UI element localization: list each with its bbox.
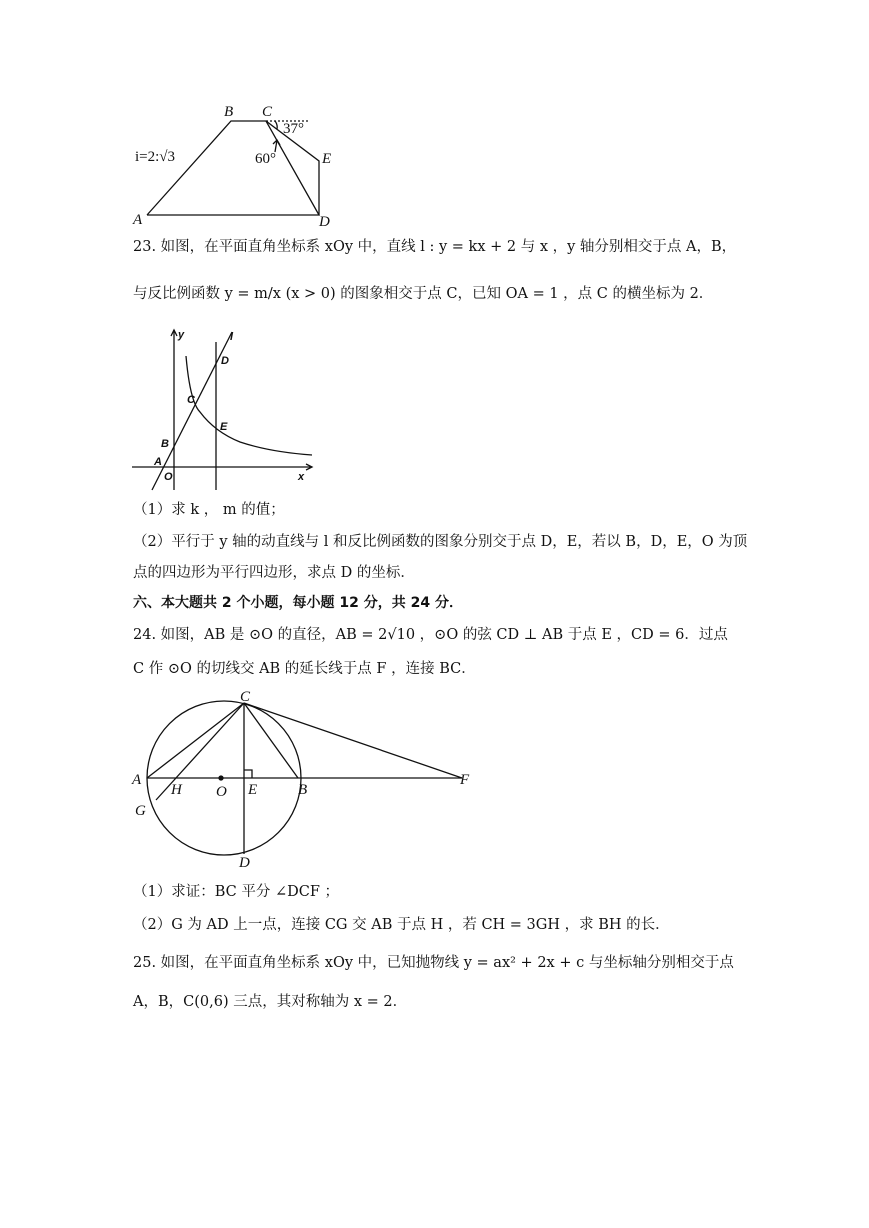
- slope-label: i=2:√3: [135, 149, 176, 165]
- label-y: y: [178, 329, 185, 341]
- label-C: C: [187, 394, 195, 406]
- coordinate-graph: [130, 322, 320, 492]
- q24-line2: C 作 ⊙O 的切线交 AB 的延长线于点 F ，连接 BC．: [133, 661, 476, 677]
- tangent-CF: [244, 703, 462, 778]
- q24-part1: （1）求证：BC 平分 ∠DCF ；: [133, 884, 340, 900]
- center-dot: [219, 776, 223, 780]
- q23-line2: 与反比例函数 y = m/x (x > 0) 的图象相交于点 C，已知 OA = 1 ，点 C 的横坐标为 2．: [133, 286, 714, 302]
- circle-figure: [128, 688, 478, 870]
- angle60-label: 60°: [255, 151, 276, 167]
- label-O: O: [216, 784, 227, 800]
- label-O: O: [164, 471, 173, 483]
- label-D: D: [239, 855, 250, 870]
- label-B: B: [298, 782, 308, 798]
- q24-part2: （2）G 为 AD 上一点，连接 CG 交 AB 于点 H ，若 CH = 3GH ，求 BH 的长．: [133, 917, 670, 933]
- q25-line2: A，B，C(0,6) 三点，其对称轴为 x = 2．: [133, 994, 408, 1010]
- trapezoid-figure: [125, 100, 355, 232]
- q24-line1: 24. 如图，AB 是 ⊙O 的直径，AB = 2√10 ，⊙O 的弦 CD ⊥ AB 于点 E ，CD = 6．过点: [133, 627, 728, 643]
- line-CB: [244, 703, 298, 778]
- label-D: D: [221, 355, 229, 367]
- line-CG: [156, 703, 244, 800]
- label-G: G: [135, 803, 146, 819]
- q25-line1: 25. 如图，在平面直角坐标系 xOy 中，已知抛物线 y = ax² + 2x + c 与坐标轴分别相交于点: [133, 955, 734, 971]
- q23-line1: 23. 如图，在平面直角坐标系 xOy 中，直线 l : y = kx + 2 与 x ，y 轴分别相交于点 A，B，: [133, 239, 737, 255]
- label-C: C: [240, 689, 251, 705]
- line-l: [152, 332, 232, 490]
- label-E: E: [322, 151, 332, 167]
- label-D: D: [319, 214, 330, 230]
- label-B: B: [161, 438, 169, 450]
- label-x: x: [298, 471, 305, 483]
- label-A: A: [132, 772, 142, 788]
- label-H: H: [171, 782, 182, 798]
- right-angle-mark: [244, 770, 252, 778]
- label-l: l: [230, 331, 234, 343]
- label-C: C: [262, 104, 273, 120]
- label-A: A: [133, 212, 143, 228]
- label-E: E: [220, 421, 228, 433]
- line-CA: [147, 703, 244, 778]
- angle37-label: 37°: [283, 121, 304, 137]
- hyperbola-curve: [186, 356, 312, 455]
- label-A: A: [154, 456, 162, 468]
- label-F: F: [460, 772, 470, 788]
- q23-part2a: （2）平行于 y 轴的动直线与 l 和反比例函数的图象分别交于点 D，E，若以 B，D，E，O 为顶: [133, 534, 748, 550]
- q23-part1: （1）求 k ， m 的值；: [133, 502, 285, 518]
- section-six-heading: 六、本大题共 2 个小题，每小题 12 分，共 24 分．: [133, 595, 463, 611]
- label-E: E: [248, 782, 258, 798]
- q23-part2b: 点的四边形为平行四边形，求点 D 的坐标．: [133, 565, 415, 581]
- label-B: B: [224, 104, 234, 120]
